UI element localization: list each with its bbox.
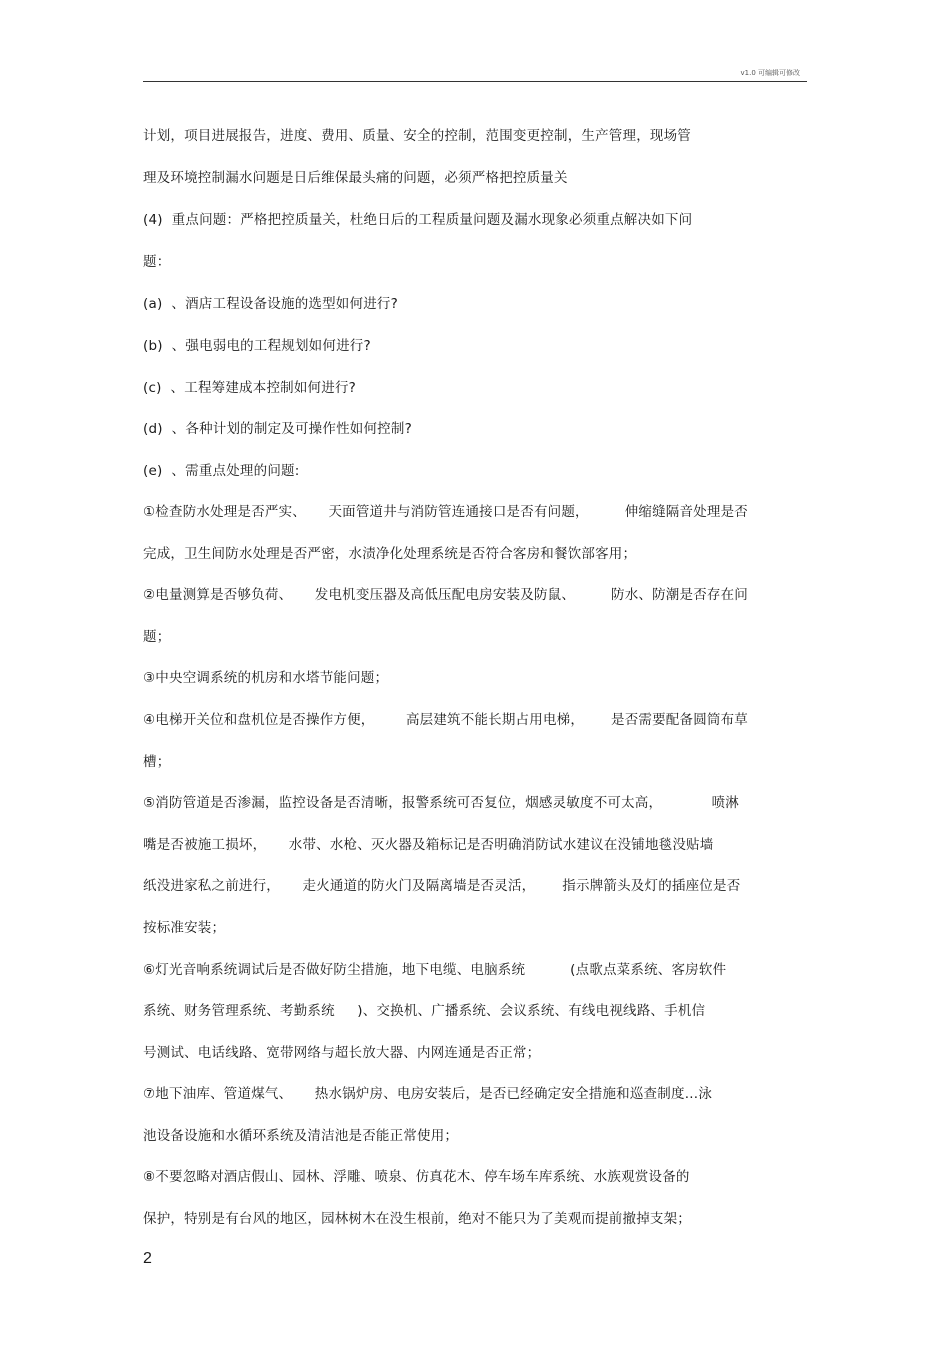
body-line: 完成，卫生间防水处理是否严密，水渍净化处理系统是否符合客房和餐饮部客用； bbox=[143, 546, 637, 562]
body-line: 池设备设施和水循环系统及清洁池是否能正常使用； bbox=[143, 1128, 459, 1144]
body-line: (b) 、强电弱电的工程规划如何进行? bbox=[143, 338, 371, 354]
body-line: ③中央空调系统的机房和水塔节能问题； bbox=[143, 670, 389, 686]
body-line: ⑥灯光音响系统调试后是否做好防尘措施，地下电缆、电脑系统 (点歌点菜系统、客房软件 bbox=[143, 962, 727, 978]
body-line: 题； bbox=[143, 629, 171, 645]
body-line: 理及环境控制漏水问题是日后维保最头痛的问题，必须严格把控质量关 bbox=[143, 170, 568, 186]
body-line: ⑤消防管道是否渗漏，监控设备是否清晰，报警系统可否复位，烟感灵敏度不可太高， 喷淋 bbox=[143, 795, 740, 811]
header-note: v1.0 可编辑可修改 bbox=[740, 69, 800, 77]
body-line: (e) 、需重点处理的问题: bbox=[143, 463, 300, 479]
page-number: 2 bbox=[143, 1250, 152, 1267]
header-rule bbox=[143, 81, 807, 82]
body-line: 系统、财务管理系统、考勤系统 )、交换机、广播系统、会议系统、有线电视线路、手机信 bbox=[143, 1003, 706, 1019]
body-line: ①检查防水处理是否严实、 天面管道井与消防管连通接口是否有问题， 伸缩缝隔音处理是否 bbox=[143, 504, 748, 520]
body-line: ⑧不要忽略对酒店假山、园林、浮雕、喷泉、仿真花木、停车场车库系统、水族观赏设备的 bbox=[143, 1169, 690, 1185]
body-line: 槽； bbox=[143, 754, 171, 770]
body-line: 号测试、电话线路、宽带网络与超长放大器、内网连通是否正常； bbox=[143, 1045, 541, 1061]
body-line: 纸没进家私之前进行， 走火通道的防火门及隔离墙是否灵活， 指示牌箭头及灯的插座位是否 bbox=[143, 878, 741, 894]
body-line: (d) 、各种计划的制定及可操作性如何控制? bbox=[143, 421, 412, 437]
body-line: 题： bbox=[143, 254, 171, 270]
body-line: ②电量测算是否够负荷、 发电机变压器及高低压配电房安装及防鼠、 防水、防潮是否存在问 bbox=[143, 587, 748, 603]
body-line: 按标准安装； bbox=[143, 920, 226, 936]
body-line: (a) 、酒店工程设备设施的选型如何进行? bbox=[143, 296, 398, 312]
body-line: ⑦地下油库、管道煤气、 热水锅炉房、电房安装后，是否已经确定安全措施和巡查制度…泳 bbox=[143, 1086, 713, 1102]
body-line: ④电梯开关位和盘机位是否操作方便， 高层建筑不能长期占用电梯， 是否需要配备圆筒布草 bbox=[143, 712, 748, 728]
body-line: (c) 、工程筹建成本控制如何进行? bbox=[143, 380, 357, 396]
body-line: (4) 重点问题：严格把控质量关，杜绝日后的工程质量问题及漏水现象必须重点解决如下问 bbox=[143, 212, 693, 228]
body-line: 嘴是否被施工损坏， 水带、水枪、灭火器及箱标记是否明确消防试水建议在没铺地毯没贴墙 bbox=[143, 837, 714, 853]
body-line: 保护，特别是有台风的地区，园林树木在没生根前，绝对不能只为了美观而提前撤掉支架； bbox=[143, 1211, 691, 1227]
body-line: 计划，项目进展报告，进度、费用、质量、安全的控制，范围变更控制，生产管理，现场管 bbox=[143, 128, 691, 144]
